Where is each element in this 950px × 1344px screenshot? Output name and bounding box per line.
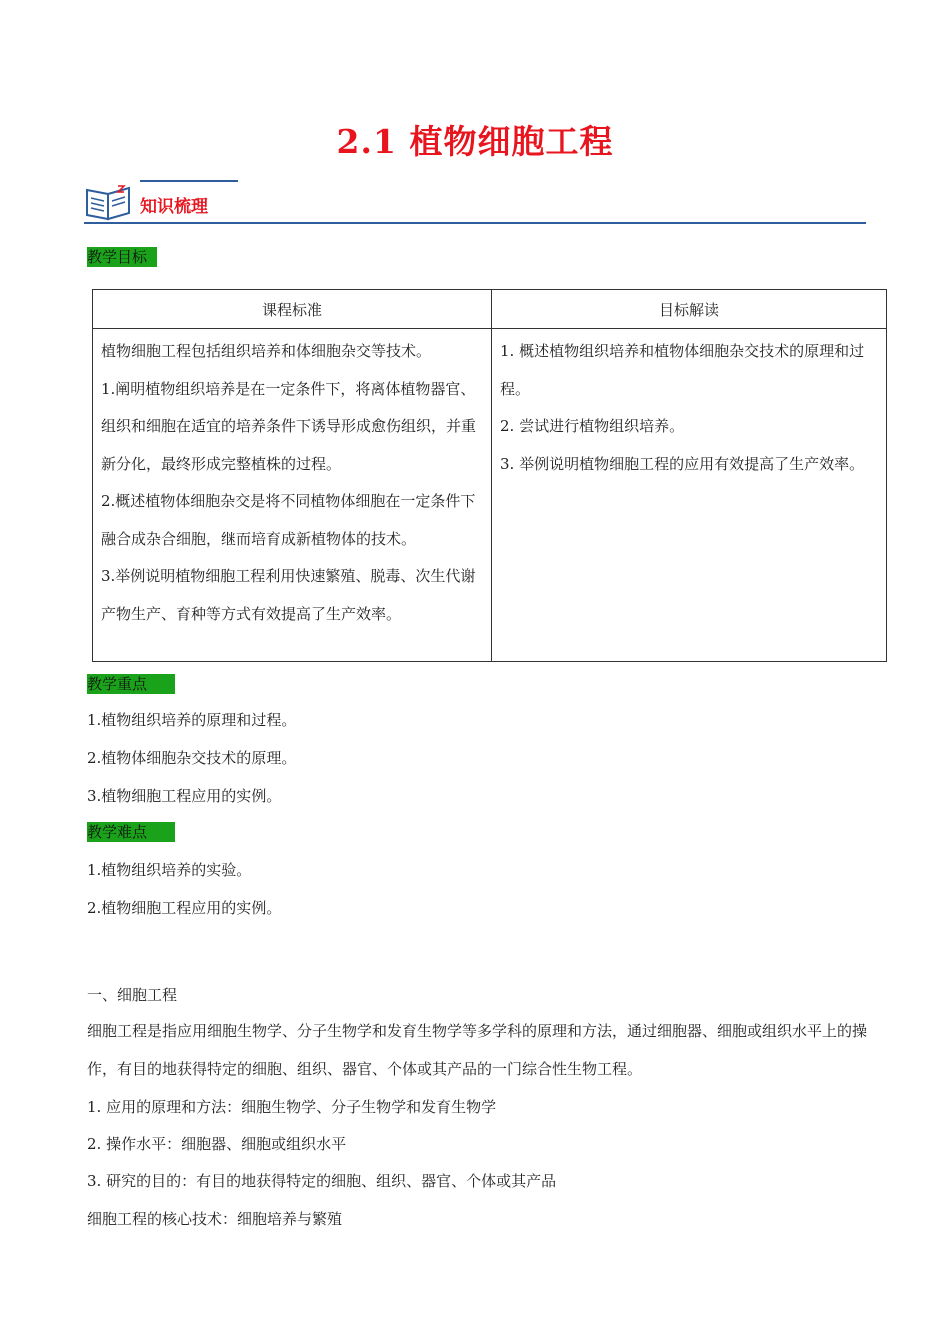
interpretation-cell xyxy=(492,329,887,662)
open-book-icon xyxy=(84,182,134,222)
standard-item: 3.举例说明植物细胞工程利用快速繁殖、脱毒、次生代谢产物生产、育种等方式有效提高了生产效率。 xyxy=(101,567,476,623)
interpretation-item: 1. 概述植物组织培养和植物体细胞杂交技术的原理和过程。 xyxy=(500,342,865,398)
standard-item: 1.阐明植物组织培养是在一定条件下，将离体植物器官、组织和细胞在适宜的培养条件下诱导形成愈伤组织，并重新分化，最终形成完整植株的过程。 xyxy=(101,379,477,473)
difficulty-item: 1.植物组织培养的实验。 xyxy=(87,861,252,879)
objectives-tag: 教学目标 xyxy=(87,247,157,267)
cell-engineering-item: 3. 研究的目的：有目的地获得特定的细胞、组织、器官、个体或其产品 xyxy=(87,1172,557,1190)
cell-engineering-item: 2. 操作水平：细胞器、细胞或组织水平 xyxy=(87,1135,347,1153)
key-points-tag: 教学重点 xyxy=(87,674,175,694)
cell-engineering-core: 细胞工程的核心技术：细胞培养与繁殖 xyxy=(87,1210,343,1228)
difficulty-item: 2.植物细胞工程应用的实例。 xyxy=(87,899,282,917)
difficulties-tag: 教学难点 xyxy=(87,822,175,842)
table-header-row xyxy=(93,290,887,329)
header-rule xyxy=(84,222,866,224)
key-point-item: 1.植物组织培养的原理和过程。 xyxy=(87,711,297,729)
cell-engineering-heading: 一、细胞工程 xyxy=(87,986,178,1004)
cell-engineering-definition: 细胞工程是指应用细胞生物学、分子生物学和发育生物学等多学科的原理和方法，通过细胞器、细胞或组织水平上的操作，有目的地获得特定的细胞、组织、器官、个体或其产品的一门综合性生物工程。 xyxy=(87,1022,868,1078)
interpretation-item: 2. 尝试进行植物组织培养。 xyxy=(500,417,685,435)
header-short-rule xyxy=(140,180,238,182)
key-point-item: 2.植物体细胞杂交技术的原理。 xyxy=(87,749,297,767)
section-header xyxy=(84,178,866,226)
objectives-table xyxy=(92,289,887,662)
table-row xyxy=(93,329,887,662)
cell-engineering-item: 1. 应用的原理和方法：细胞生物学、分子生物学和发育生物学 xyxy=(87,1098,497,1116)
key-point-item: 3.植物细胞工程应用的实例。 xyxy=(87,787,282,805)
standard-item: 植物细胞工程包括组织培养和体细胞杂交等技术。 xyxy=(101,342,432,360)
standard-item: 2.概述植物体细胞杂交是将不同植物体细胞在一定条件下融合成杂合细胞，继而培育成新植物体的技术。 xyxy=(101,492,476,548)
interpretation-item: 3. 举例说明植物细胞工程的应用有效提高了生产效率。 xyxy=(500,454,865,473)
page-title: 2.1 植物细胞工程 xyxy=(336,122,614,161)
table-header-standard: 课程标准 xyxy=(93,290,492,329)
standard-cell xyxy=(93,329,492,662)
table-header-interpretation: 目标解读 xyxy=(492,290,887,329)
section-label: 知识梳理 xyxy=(140,197,208,217)
